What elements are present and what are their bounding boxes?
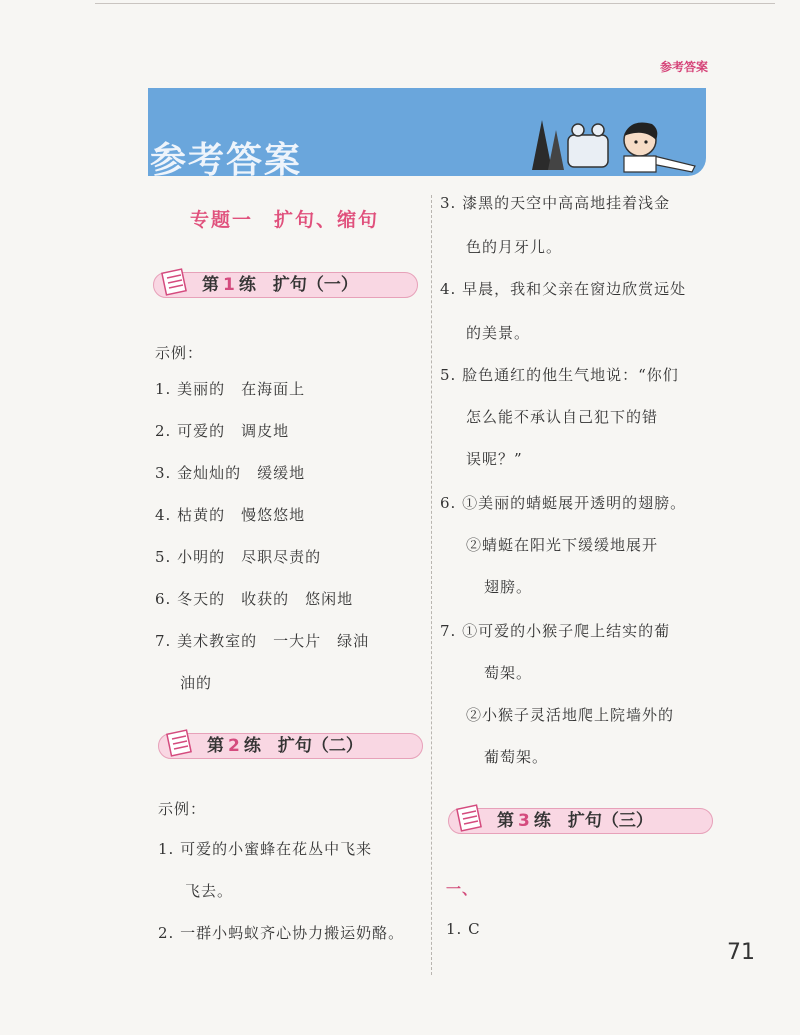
notepad-icon <box>455 803 485 833</box>
example-label: 示例： <box>155 344 204 362</box>
answer-line: 葡萄架。 <box>484 748 549 766</box>
answer-line: 7. 美术教室的 一大片 绿油 <box>155 632 370 650</box>
lesson-name: 练 扩句（二） <box>243 736 363 756</box>
answer-line: 色的月牙儿。 <box>466 238 563 256</box>
lesson-number: 3 <box>518 811 530 831</box>
answer-line: 3. 漆黑的天空中高高地挂着浅金 <box>440 194 671 212</box>
lesson-number: 1 <box>223 275 235 295</box>
answer-line: ②蜻蜓在阳光下缓缓地展开 <box>466 536 659 554</box>
part-label: 一、 <box>446 880 479 898</box>
answer-line: 4. 早晨，我和父亲在窗边欣赏远处 <box>440 280 687 298</box>
answer-line: 6. 冬天的 收获的 悠闲地 <box>155 590 354 608</box>
page-number: 71 <box>727 940 755 965</box>
lesson-prefix: 第 <box>497 811 514 831</box>
section-title: 专题一 扩句、缩句 <box>190 209 380 231</box>
lesson-name: 练 扩句（三） <box>533 811 653 831</box>
column-divider <box>431 195 432 975</box>
answer-line: 误呢？” <box>466 450 523 468</box>
answer-line: 3. 金灿灿的 缓缓地 <box>155 464 306 482</box>
top-rule <box>95 3 775 4</box>
running-header: 参考答案 <box>659 60 708 74</box>
answer-line: 2. 一群小蚂蚁齐心协力搬运奶酪。 <box>158 924 405 942</box>
answer-line: 2. 可爱的 调皮地 <box>155 422 290 440</box>
lesson-3-heading <box>448 808 713 834</box>
lesson-1-heading <box>153 272 418 298</box>
answer-line: 5. 脸色通红的他生气地说：“你们 <box>440 366 679 384</box>
answer-line: 5. 小明的 尽职尽责的 <box>155 548 322 566</box>
answer-line: 萄架。 <box>484 664 533 682</box>
answer-line: 1. 美丽的 在海面上 <box>155 380 306 398</box>
banner-title: 参考答案 <box>150 140 303 181</box>
cartoon-boy-illustration <box>520 100 700 175</box>
notepad-icon <box>160 267 190 297</box>
answer-line: 6. ①美丽的蜻蜓展开透明的翅膀。 <box>440 494 687 512</box>
answer-line: ②小猴子灵活地爬上院墙外的 <box>466 706 675 724</box>
notepad-icon <box>165 728 195 758</box>
lesson-name: 练 扩句（一） <box>238 275 358 295</box>
answer-line: 1. C <box>446 920 481 938</box>
lesson-number: 2 <box>228 736 240 756</box>
answer-line: 4. 枯黄的 慢悠悠地 <box>155 506 306 524</box>
answer-line: 1. 可爱的小蜜蜂在花丛中飞来 <box>158 840 373 858</box>
answer-line: 油的 <box>180 674 213 692</box>
lesson-prefix: 第 <box>207 736 224 756</box>
answer-line: 怎么能不承认自己犯下的错 <box>466 408 659 426</box>
answer-line: 7. ①可爱的小猴子爬上结实的葡 <box>440 622 671 640</box>
answer-line: 的美景。 <box>466 324 531 342</box>
lesson-2-heading <box>158 733 423 759</box>
lesson-prefix: 第 <box>202 275 219 295</box>
example-label: 示例： <box>158 800 207 818</box>
answer-line: 翅膀。 <box>484 578 533 596</box>
answer-line: 飞去。 <box>185 882 234 900</box>
